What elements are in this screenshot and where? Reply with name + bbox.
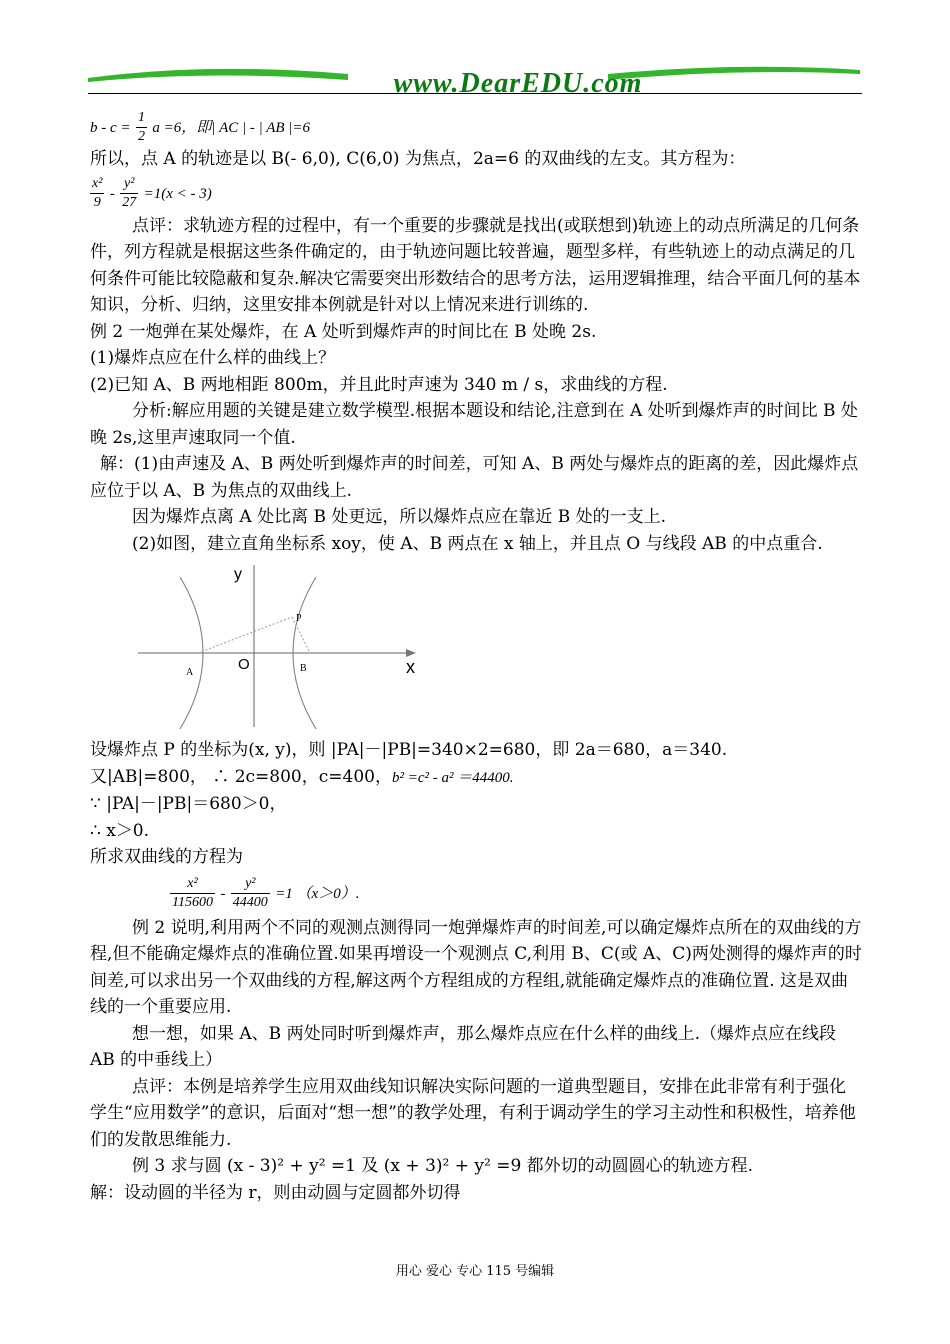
ab-line: 又|AB|=800， ∴ 2c=800，c=400，b² =c² - a² ＝44400. <box>90 766 514 787</box>
analysis-paragraph: 分析:解应用题的关键是建立数学模型.根据本题设和结论,注意到在 A 处听到爆炸声的时间比 B 处晚 2s,这里声速取同一个值. <box>90 401 858 448</box>
solution-2: (2)如图，建立直角坐标系 xoy，使 A、B 两点在 x 轴上，并且点 O 与线段 AB 的中点重合. <box>132 533 823 554</box>
point-p-label: P <box>296 613 302 624</box>
solution-3: 解：设动圆的半径为 r，则由动圆与定圆都外切得 <box>90 1182 461 1203</box>
equation-line-1: b - c = $\frac{1}{2}$ a =6，即| AC | - | AB |=6 <box>90 110 311 144</box>
p-coordinate-line: 设爆炸点 P 的坐标为(x, y)，则 |PA|－|PB|=340×2=680，即 2a＝680，a＝340. <box>90 740 728 760</box>
review-paragraph-2: 点评：本例是培养学生应用双曲线知识解决实际问题的一道典型题目，安排在此非常有利于强化学生“应用数学”的意识，后面对“想一想”的教学处理，有利于调动学生的学习主动性和积极性，培养他们的发散思维能力. <box>90 1076 856 1150</box>
equation-line-3: $\frac{\text{x²}}{9}$ - $\frac{\text{y²}}{27}$ =1(x < - 3) <box>92 175 212 210</box>
header-rule <box>88 93 862 94</box>
hyperbola-diagram <box>134 557 474 735</box>
x-axis-arrow-icon <box>406 649 416 657</box>
site-logo[interactable]: www.DearEDU.com <box>393 68 643 99</box>
document-body <box>90 108 862 1206</box>
equation-title: 所求双曲线的方程为 <box>90 847 243 867</box>
origin-label: O <box>238 656 250 673</box>
point-b-label: B <box>300 663 307 674</box>
since-line: ∵ |PA|－|PB|＝680＞0， <box>90 794 287 814</box>
solution-1: 解：(1)由声速及 A、B 两处听到爆炸声的时间差，可知 A、B 两处与爆炸点的距离的差，因此爆炸点应位于以 A、B 为焦点的双曲线上. <box>90 454 859 501</box>
fraction-half: $\frac{1}{2}$ <box>137 110 145 144</box>
therefore-line: ∴ x＞0. <box>90 820 150 841</box>
page-footer: 用心 爱心 专心 115 号编辑 <box>395 1264 555 1279</box>
review-paragraph-1: 点评：求轨迹方程的过程中，有一个重要的步骤就是找出(或联想到)轨迹上的动点所满足的几何条件，列方程就是根据这些条件确定的，由于轨迹问题比较普遍，题型多样，有些轨迹上的动点满足的几何条件可能比较隐蔽和复杂.解决它需要突出形数结合的思考方法，运用逻辑推理，结合平面几何的基本知识，分析、归纳，这里安排本例就是针对以上情况来进行训练的. <box>90 215 861 315</box>
question-1: (1)爆炸点应在什么样的曲线上？ <box>90 348 336 368</box>
hyperbola-figure <box>90 557 862 737</box>
solution-1b: 因为爆炸点离 A 处比离 B 处更远，所以爆炸点应在靠近 B 处的一支上. <box>132 507 667 527</box>
think-paragraph: 想一想，如果 A、B 两处同时听到爆炸声，那么爆炸点应在什么样的曲线上.（爆炸点应在线段 AB 的中垂线上） <box>90 1023 836 1070</box>
final-equation: $\frac{\text{x²}}{115600}$ - $\frac{\text{y²}}{44400}$ =1 （x＞0）. <box>172 875 360 910</box>
explanation-paragraph: 例 2 说明,利用两个不同的观测点测得同一炮弹爆炸声的时间差,可以确定爆炸点所在的双曲线的方程,但不能确定爆炸点的准确位置.如果再增设一个观测点 C,利用 B、C(或 A、C)两处测得的爆炸声的时间差,可以求出另一个双曲线的方程,解这两个方程组成的方程组,就能确定爆炸点的准确位置. 这是双曲线的一个重要应用. <box>90 917 862 1017</box>
locus-conclusion: 所以，点 A 的轨迹是以 B(- 6,0), C(6,0) 为焦点，2a=6 的双曲线的左支。其方程为： <box>90 149 746 169</box>
page-header <box>88 60 860 99</box>
pa-segment <box>198 617 292 653</box>
example-2-title: 例 2 一炮弹在某处爆炸，在 A 处听到爆炸声的时间比在 B 处晚 2s. <box>90 321 597 342</box>
example-3-title: 例 3 求与圆 (x - 3)² + y² =1 及 (x + 3)² + y² =9 都外切的动圆圆心的轨迹方程. <box>132 1156 754 1176</box>
y-axis-label: y <box>234 566 242 583</box>
question-2: (2)已知 A、B 两地相距 800m，并且此时声速为 340 m / s，求曲线的方程. <box>90 374 668 395</box>
x-axis-label: x <box>406 657 415 677</box>
point-a-label: A <box>186 667 194 678</box>
